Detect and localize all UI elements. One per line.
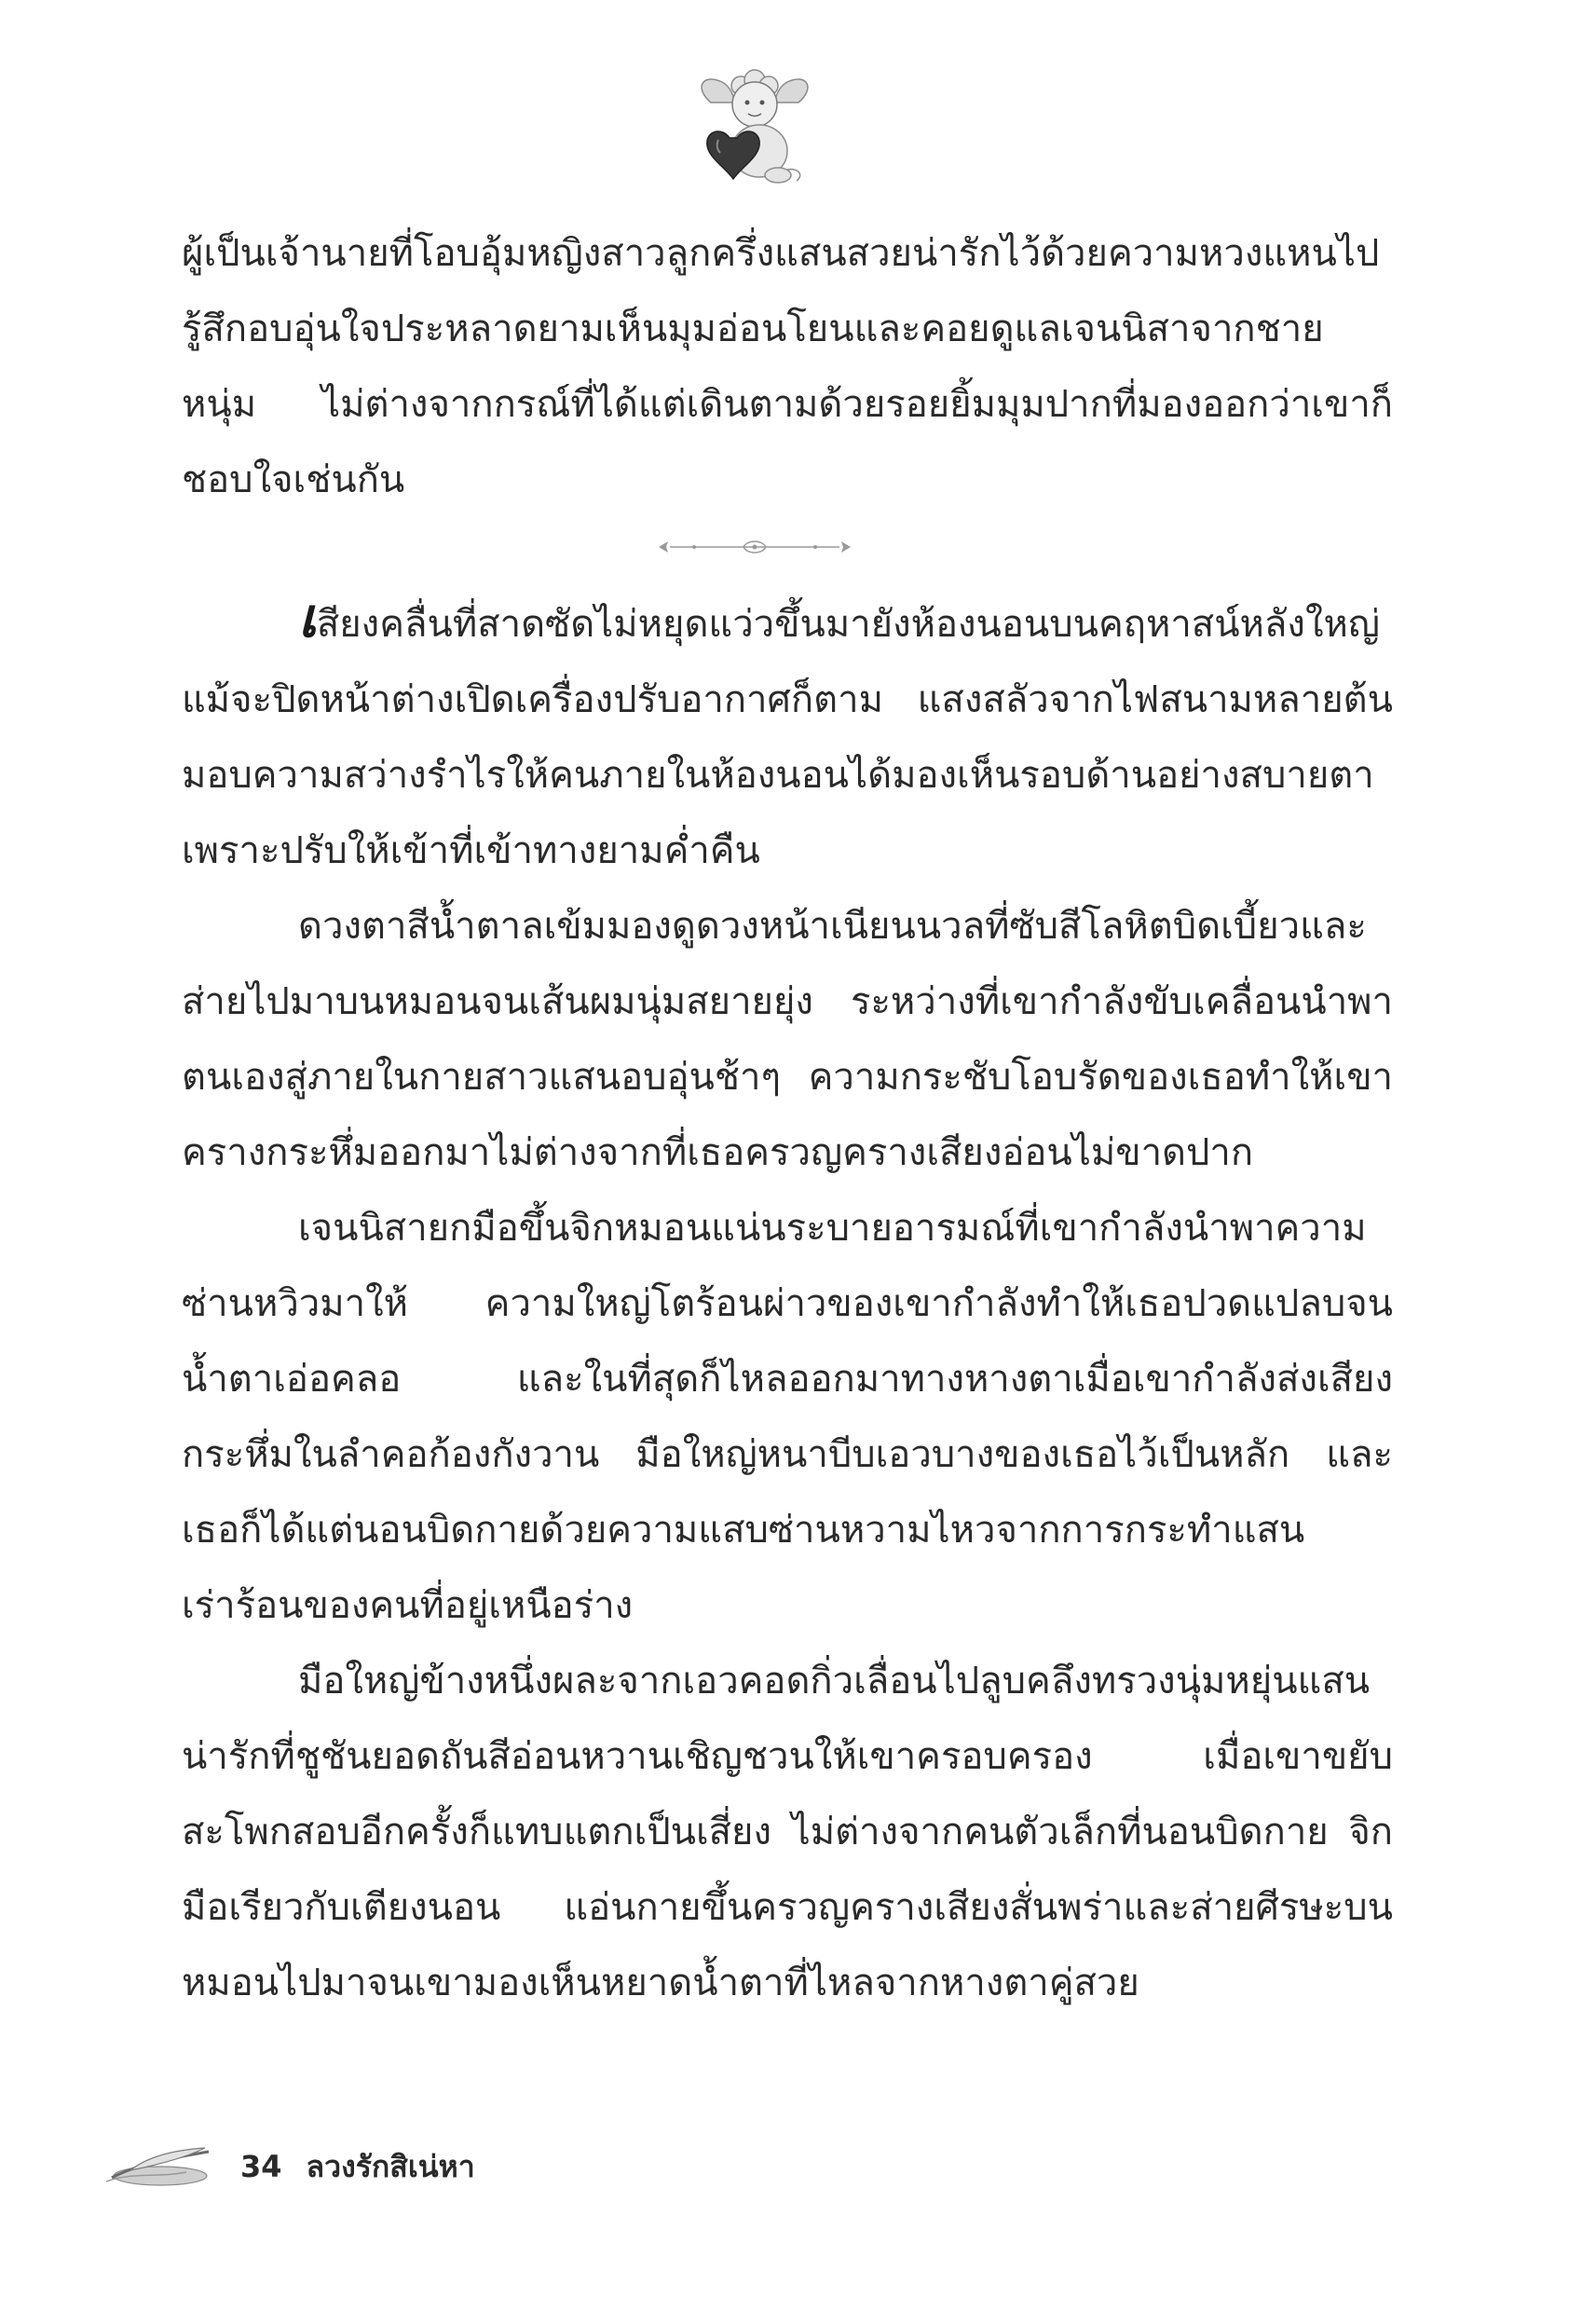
drop-cap: เ: [298, 586, 317, 650]
paragraph-text: สียงคลื่นที่สาดซัดไม่หยุดแว่วขึ้นมายังห้องนอนบนคฤหาสน์หลังใหญ่แม้จะปิดหน้าต่างเปิดเครื่องปรับอากาศก็ตาม แสงสลัวจากไฟสนามหลายต้นมอบความสว่างรำไรให้คนภายในห้องนอนได้มองเห็นรอบด้านอย่างสบายตา เพราะปรับให้เข้าที่เข้าทางยามค่ำคืน: [182, 603, 1393, 872]
page-footer: [102, 2139, 475, 2195]
paragraph-text: ผู้เป็นเจ้านายที่โอบอุ้มหญิงสาวลูกครึ่งแสนสวยน่ารักไว้ด้วยความหวงแหนไป รู้สึกอบอุ่นใจประหลาดยามเห็นมุมอ่อนโยนและคอยดูแลเจนนิสาจากชายหนุ่ม ไม่ต่างจากกรณ์ที่ได้แต่เดินตามด้วยรอยยิ้มมุมปากที่มองออกว่าเขาก็ชอบใจเช่นกัน: [182, 232, 1393, 501]
paragraph-opening: [182, 216, 1393, 518]
paragraph-text: เจนนิสายกมือขึ้นจิกหมอนแน่นระบายอารมณ์ที่เขากำลังนำพาความซ่านหวิวมาให้ ความใหญ่โตร้อนผ่าวของเขากำลังทำให้เธอปวดแปลบจนน้ำตาเอ่อคลอ และในที่สุดก็ไหลออกมาทางหางตาเมื่อเขากำลังส่งเสียงกระหึ่มในลำคอก้องกังวาน มือใหญ่หนาบีบเอวบางของเธอไว้เป็นหลัก และเธอก็ได้แต่นอนบิดกายด้วยความแสบซ่านหวามไหวจากการกระทำแสนเร่าร้อนของคนที่อยู่เหนือร่าง: [182, 1207, 1393, 1627]
cupid-with-heart-icon: [694, 65, 815, 191]
story-body: [182, 587, 1393, 2021]
page-number: 34: [240, 2149, 282, 2184]
paragraph-text: ดวงตาสีน้ำตาลเข้มมองดูดวงหน้าเนียนนวลที่ซับสีโลหิตบิดเบี้ยวและส่ายไปมาบนหมอนจนเส้นผมนุ่มสยายยุ่ง ระหว่างที่เขากำลังขับเคลื่อนนำพาตนเองสู่ภายในกายสาวแสนอบอุ่นช้าๆ ความกระชับโอบรัดของเธอทำให้เขาครางกระหึ่มออกมาไม่ต่างจากที่เธอครวญครางเสียงอ่อนไม่ขาดปาก: [182, 905, 1393, 1174]
paragraph-text: มือใหญ่ข้างหนึ่งผละจากเอวคอดกิ่วเลื่อนไปลูบคลึงทรวงนุ่มหยุ่นแสนน่ารักที่ชูชันยอดถันสีอ่อนหวานเชิญชวนให้เขาครอบครอง เมื่อเขาขยับสะโพกสอบอีกครั้งก็แทบแตกเป็นเสี่ยง ไม่ต่างจากคนตัวเล็กที่นอนบิดกาย จิกมือเรียวกับเตียงนอน แอ่นกายขึ้นครวญครางเสียงสั่นพร่าและส่ายศีรษะบนหมอนไปมาจนเขามองเห็นหยาดน้ำตาที่ไหลจากหางตาคู่สวย: [182, 1660, 1393, 2004]
ornamental-divider-icon: [657, 536, 853, 558]
pen-and-quill-icon: [102, 2144, 214, 2189]
paragraph-with-dropcap: [182, 587, 1393, 889]
book-title: ลวงรักสิเน่หา: [306, 2148, 475, 2184]
